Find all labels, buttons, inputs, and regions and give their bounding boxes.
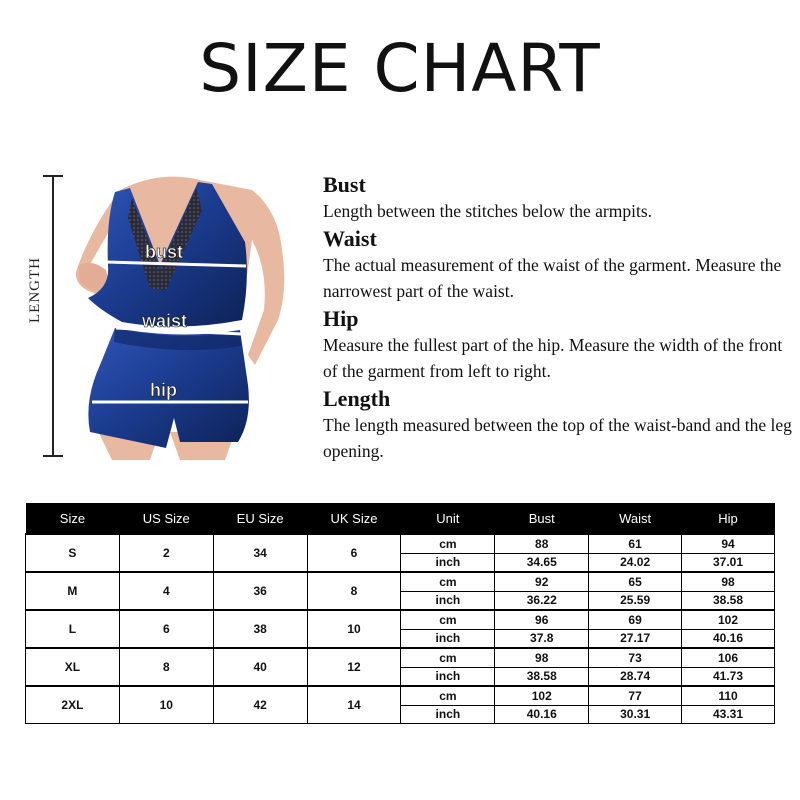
hip-heading: Hip	[323, 306, 359, 331]
hip-cell: 40.16	[682, 629, 775, 648]
size-cell: 2XL	[26, 686, 120, 724]
length-scale	[27, 176, 63, 456]
us-size-cell: 8	[119, 648, 213, 686]
bust-cell: 36.22	[495, 591, 589, 610]
unit-cell: cm	[401, 686, 495, 705]
bust-heading: Bust	[323, 172, 366, 197]
size-cell: S	[26, 534, 120, 572]
hip-cell: 110	[682, 686, 775, 705]
eu-size-cell: 38	[213, 610, 307, 648]
uk-size-cell: 14	[307, 686, 401, 724]
waist-cell: 27.17	[589, 629, 682, 648]
waist-cell: 24.02	[589, 553, 682, 572]
header-hip: Hip	[682, 503, 775, 534]
waist-cell: 69	[589, 610, 682, 629]
bust-cell: 98	[495, 648, 589, 667]
waist-cell: 77	[589, 686, 682, 705]
size-cell: M	[26, 572, 120, 610]
unit-cell: inch	[401, 553, 495, 572]
hip-cell: 43.31	[682, 705, 775, 724]
bust-cell: 34.65	[495, 553, 589, 572]
hip-cell: 37.01	[682, 553, 775, 572]
unit-cell: inch	[401, 591, 495, 610]
size-cell: L	[26, 610, 120, 648]
header-uk-size: UK Size	[307, 503, 401, 534]
length-description: The length measured between the top of the waist-band and the leg opening.	[323, 415, 792, 461]
garment-illustration	[20, 170, 310, 470]
table-row	[26, 534, 775, 553]
unit-cell: inch	[401, 705, 495, 724]
waist-cell: 61	[589, 534, 682, 553]
hip-label: hip	[150, 380, 177, 400]
table-row	[26, 610, 775, 629]
table-row	[26, 648, 775, 667]
hip-cell: 102	[682, 610, 775, 629]
eu-size-cell: 40	[213, 648, 307, 686]
hip-cell: 38.58	[682, 591, 775, 610]
table-row	[26, 686, 775, 705]
length-heading: Length	[323, 386, 391, 411]
measurement-descriptions	[323, 172, 793, 466]
hip-cell: 41.73	[682, 667, 775, 686]
waist-cell: 73	[589, 648, 682, 667]
bust-label: bust	[145, 242, 183, 262]
unit-cell: cm	[401, 534, 495, 553]
table-header-row	[26, 503, 775, 534]
uk-size-cell: 8	[307, 572, 401, 610]
us-size-cell: 4	[119, 572, 213, 610]
waist-cell: 28.74	[589, 667, 682, 686]
length-label: LENGTH	[27, 257, 43, 323]
bust-cell: 37.8	[495, 629, 589, 648]
header-eu-size: EU Size	[213, 503, 307, 534]
bust-cell: 38.58	[495, 667, 589, 686]
header-bust: Bust	[495, 503, 589, 534]
bust-cell: 88	[495, 534, 589, 553]
eu-size-cell: 34	[213, 534, 307, 572]
size-table	[25, 503, 775, 724]
bust-cell: 92	[495, 572, 589, 591]
bust-cell: 40.16	[495, 705, 589, 724]
waist-description: The actual measurement of the waist of the garment. Measure the narrowest part of the waist.	[323, 255, 782, 301]
us-size-cell: 10	[119, 686, 213, 724]
uk-size-cell: 12	[307, 648, 401, 686]
header-us-size: US Size	[119, 503, 213, 534]
waist-cell: 65	[589, 572, 682, 591]
bust-description: Length between the stitches below the armpits.	[323, 201, 653, 221]
uk-size-cell: 6	[307, 534, 401, 572]
unit-cell: cm	[401, 572, 495, 591]
bust-cell: 102	[495, 686, 589, 705]
uk-size-cell: 10	[307, 610, 401, 648]
hip-description: Measure the fullest part of the hip. Measure the width of the front of the garment from left to right.	[323, 335, 783, 381]
page-title: SIZE CHART	[199, 30, 601, 107]
waist-heading: Waist	[323, 226, 377, 251]
hip-cell: 94	[682, 534, 775, 553]
table-row	[26, 572, 775, 591]
eu-size-cell: 36	[213, 572, 307, 610]
hip-cell: 98	[682, 572, 775, 591]
bust-cell: 96	[495, 610, 589, 629]
unit-cell: cm	[401, 610, 495, 629]
header-size: Size	[26, 503, 120, 534]
unit-cell: inch	[401, 667, 495, 686]
unit-cell: cm	[401, 648, 495, 667]
eu-size-cell: 42	[213, 686, 307, 724]
unit-cell: inch	[401, 629, 495, 648]
waist-label: waist	[142, 311, 188, 331]
us-size-cell: 6	[119, 610, 213, 648]
header-waist: Waist	[589, 503, 682, 534]
size-cell: XL	[26, 648, 120, 686]
waist-cell: 30.31	[589, 705, 682, 724]
hip-cell: 106	[682, 648, 775, 667]
header-unit: Unit	[401, 503, 495, 534]
us-size-cell: 2	[119, 534, 213, 572]
waist-cell: 25.59	[589, 591, 682, 610]
